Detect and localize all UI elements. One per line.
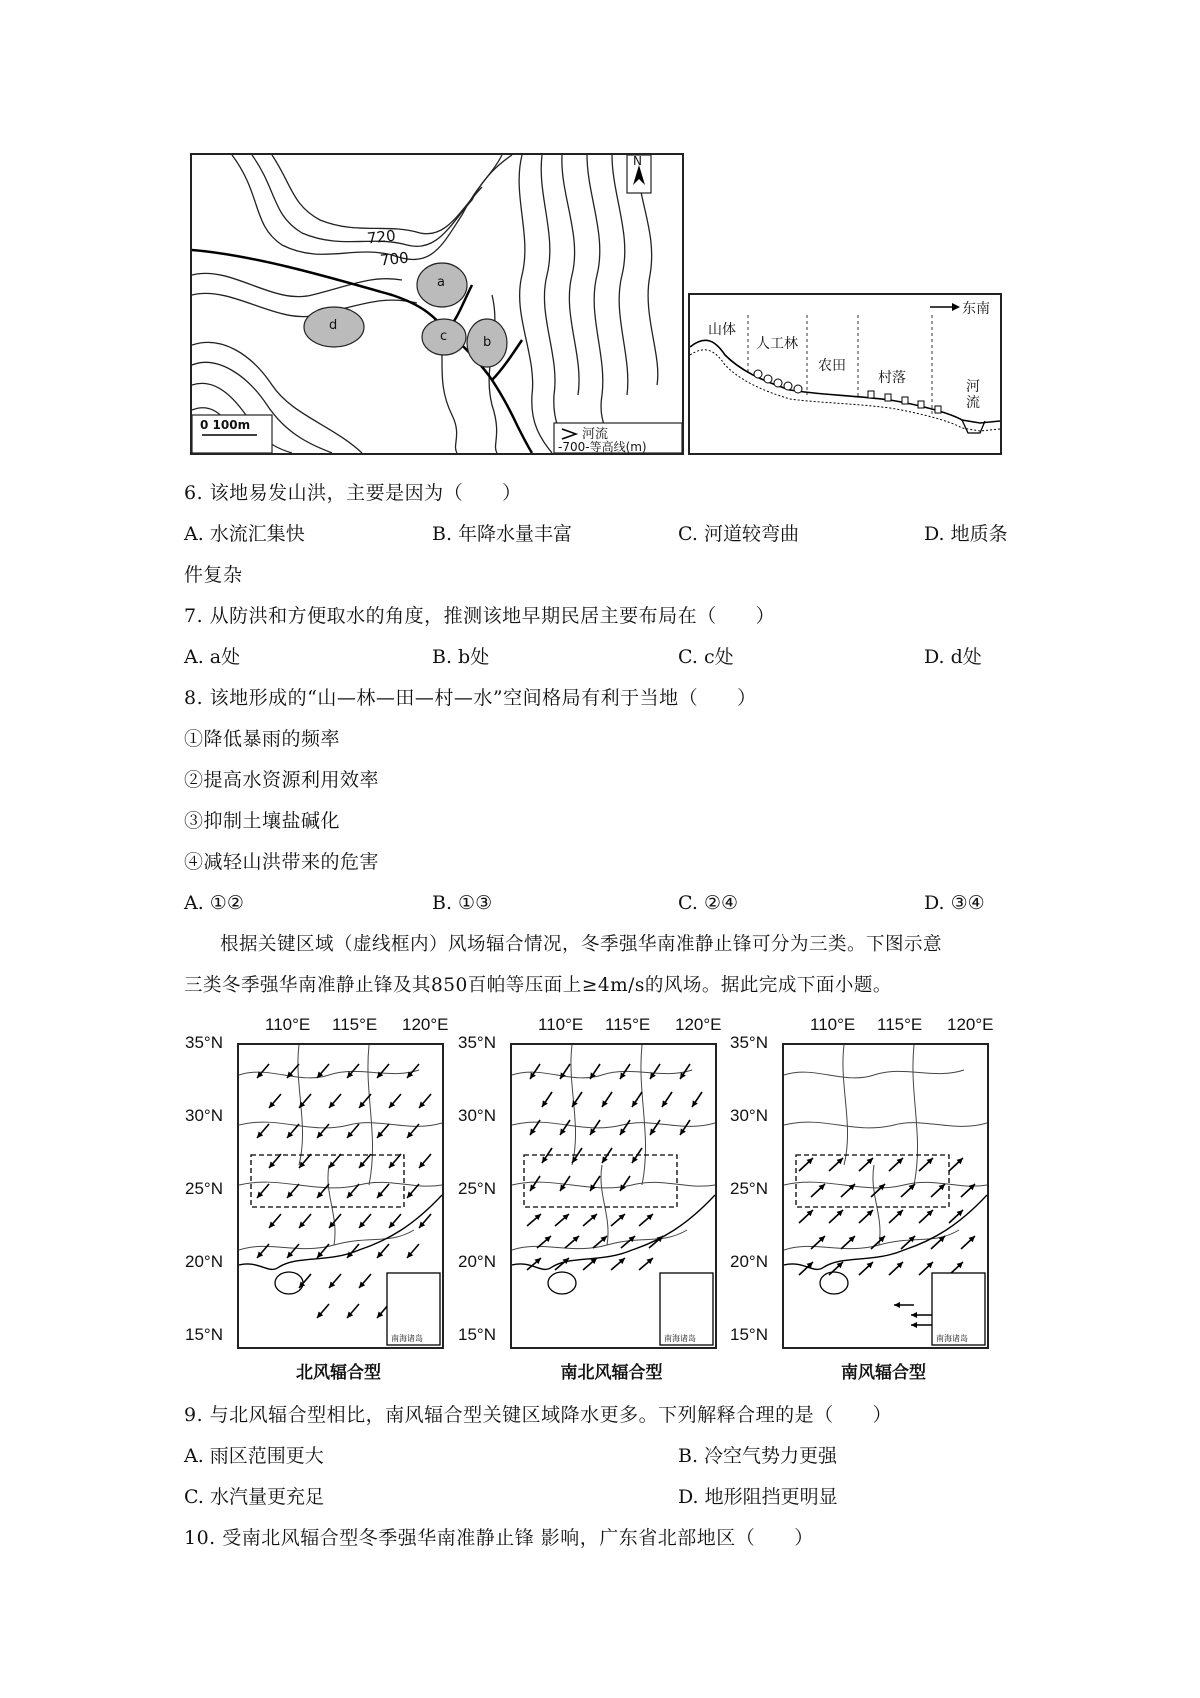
- wind-arrowhead: [894, 1302, 900, 1308]
- question-10-stem: 10. 受南北风辐合型冬季强华南准静止锋 影响，广东省北部地区（ ）: [184, 1527, 814, 1549]
- zone-a-label: a: [437, 275, 445, 290]
- lat-tick-label: 35°N: [458, 1033, 496, 1052]
- section-label-river: 河流: [966, 379, 980, 411]
- coastline: [239, 1195, 442, 1269]
- lat-tick-label: 30°N: [730, 1106, 768, 1125]
- zone-d-label: d: [329, 318, 338, 333]
- inset-label: 南海诸岛: [391, 1334, 423, 1343]
- q9-option-c[interactable]: C. 水汽量更充足: [184, 1486, 324, 1508]
- coastline: [784, 1195, 987, 1269]
- wind-arrowhead: [911, 1322, 917, 1328]
- lat-tick-label: 20°N: [458, 1252, 496, 1271]
- contour-map-drawing: [192, 155, 682, 453]
- legend-river-label: 河流: [582, 427, 609, 442]
- lon-tick-label: 115°E: [605, 1015, 651, 1034]
- lat-tick-label: 35°N: [730, 1033, 768, 1052]
- zone-b-label: b: [483, 335, 492, 350]
- contour-720-label: 720: [366, 226, 397, 248]
- map-caption: 北风辐合型: [296, 1363, 381, 1383]
- lat-tick-label: 15°N: [730, 1325, 768, 1344]
- lon-tick-label: 120°E: [947, 1015, 994, 1034]
- wind-map-3: [782, 1043, 989, 1349]
- map-caption: 南风辐合型: [841, 1363, 926, 1383]
- lat-tick-label: 25°N: [185, 1179, 223, 1198]
- cross-section-figure: [688, 293, 1002, 455]
- lat-tick-label: 25°N: [458, 1179, 496, 1198]
- q6-option-d-wrap: 件复杂: [184, 564, 243, 586]
- q8-item-2: ②提高水资源利用效率: [184, 769, 380, 791]
- wind-map-1: [237, 1043, 444, 1349]
- q9-option-b[interactable]: B. 冷空气势力更强: [678, 1445, 838, 1467]
- lat-tick-label: 20°N: [730, 1252, 768, 1271]
- lat-tick-label: 30°N: [458, 1106, 496, 1125]
- q6-option-d[interactable]: D. 地质条: [924, 523, 1008, 545]
- passage-line-2: 三类冬季强华南准静止锋及其850百帕等压面上≥4m/s的风场。据此完成下面小题。: [184, 975, 892, 996]
- q8-option-d[interactable]: D. ③④: [924, 892, 985, 914]
- section-label-forest: 人工林: [756, 336, 798, 352]
- q7-option-d[interactable]: D. d处: [924, 646, 982, 668]
- q8-option-a[interactable]: A. ①②: [184, 892, 244, 914]
- contour-700-label: 700: [379, 248, 410, 270]
- q6-option-a[interactable]: A. 水流汇集快: [184, 523, 305, 545]
- hainan-island: [820, 1272, 848, 1294]
- key-region-box: [524, 1155, 677, 1207]
- passage-line-1: 根据关键区域（虚线框内）风场辐合情况，冬季强华南准静止锋可分为三类。下图示意: [220, 934, 943, 955]
- q7-option-a[interactable]: A. a处: [184, 646, 241, 668]
- lon-tick-label: 120°E: [675, 1015, 722, 1034]
- lon-tick-label: 110°E: [538, 1015, 584, 1034]
- lon-tick-label: 115°E: [332, 1015, 378, 1034]
- q6-option-b[interactable]: B. 年降水量丰富: [432, 523, 573, 545]
- wind-map-drawing: [239, 1045, 442, 1347]
- section-label-village: 村落: [878, 370, 906, 386]
- province-boundaries: [784, 1045, 987, 1250]
- question-8-stem: 8. 该地形成的“山—林—田—村—水”空间格局有利于当地（ ）: [184, 687, 757, 709]
- question-6-stem: 6. 该地易发山洪，主要是因为（ ）: [184, 482, 522, 504]
- wind-arrowhead: [911, 1312, 917, 1318]
- q7-option-b[interactable]: B. b处: [432, 646, 490, 668]
- q8-option-c[interactable]: C. ②④: [678, 892, 739, 914]
- question-7-stem: 7. 从防洪和方便取水的角度，推测该地早期民居主要布局在（ ）: [184, 605, 776, 627]
- direction-label: 东南: [962, 301, 990, 317]
- lat-tick-label: 35°N: [185, 1033, 223, 1052]
- q8-item-4: ④减轻山洪带来的危害: [184, 851, 380, 873]
- lon-tick-label: 120°E: [402, 1015, 449, 1034]
- q8-option-b[interactable]: B. ①③: [432, 892, 493, 914]
- q9-option-d[interactable]: D. 地形阻挡更明显: [678, 1486, 838, 1508]
- q7-option-c[interactable]: C. c处: [678, 646, 734, 668]
- zone-c-label: c: [440, 329, 448, 344]
- contour-map-figure: [190, 153, 684, 455]
- q9-option-a[interactable]: A. 雨区范围更大: [184, 1445, 324, 1467]
- q8-item-3: ③抑制土壤盐碱化: [184, 810, 341, 832]
- lat-tick-label: 15°N: [458, 1325, 496, 1344]
- lon-tick-label: 110°E: [265, 1015, 311, 1034]
- inset-label: 南海诸岛: [936, 1334, 968, 1343]
- q8-item-1: ①降低暴雨的频率: [184, 728, 341, 750]
- lat-tick-label: 15°N: [185, 1325, 223, 1344]
- north-label: N: [633, 154, 642, 168]
- coastline: [512, 1195, 715, 1269]
- lat-tick-label: 20°N: [185, 1252, 223, 1271]
- hainan-island: [548, 1272, 576, 1294]
- question-9-stem: 9. 与北风辐合型相比，南风辐合型关键区域降水更多。下列解释合理的是（ ）: [184, 1404, 893, 1426]
- section-label-farmland: 农田: [818, 358, 846, 374]
- scale-label: 0 100m: [200, 418, 251, 432]
- hainan-island: [275, 1272, 303, 1294]
- q6-option-c[interactable]: C. 河道较弯曲: [678, 523, 799, 545]
- wind-map-drawing: [512, 1045, 715, 1347]
- wind-map-drawing: [784, 1045, 987, 1347]
- section-label-mountain: 山体: [708, 322, 736, 338]
- lat-tick-label: 25°N: [730, 1179, 768, 1198]
- inset-label: 南海诸岛: [664, 1334, 696, 1343]
- lon-tick-label: 115°E: [877, 1015, 923, 1034]
- legend-contour-label: -700-等高线(m): [558, 440, 647, 454]
- key-region-box: [796, 1155, 949, 1207]
- lon-tick-label: 110°E: [810, 1015, 856, 1034]
- map-caption: 南北风辐合型: [560, 1363, 663, 1383]
- lat-tick-label: 30°N: [185, 1106, 223, 1125]
- wind-map-2: [510, 1043, 717, 1349]
